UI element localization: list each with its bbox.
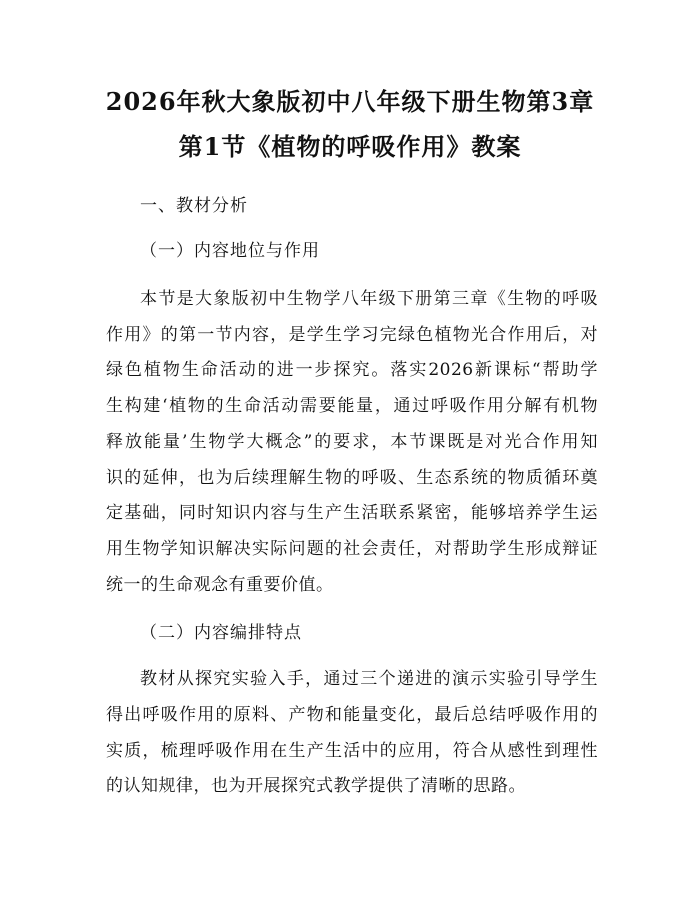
paragraph-line: 实质，梳理呼吸作用在生产生活中的应用，符合从感性到理性 bbox=[106, 741, 598, 761]
paragraph-line: 统一的生命观念有重要价值。 bbox=[106, 575, 334, 595]
paragraph-line: 释放能量’生物学大概念”的要求，本节课既是对光合作用知 bbox=[106, 432, 598, 452]
section-heading-teaching-material-analysis: 一、教材分析 bbox=[140, 196, 248, 216]
paragraph-line: 定基础，同时知识内容与生产生活联系紧密，能够培养学生运 bbox=[106, 503, 598, 523]
paragraph-line: 本节是大象版初中生物学八年级下册第三章《生物的呼吸 bbox=[140, 289, 598, 309]
paragraph-line: 生构建‘植物的生命活动需要能量，通过呼吸作用分解有机物 bbox=[106, 396, 598, 416]
paragraph-line: 作用》的第一节内容，是学生学习完绿色植物光合作用后，对 bbox=[106, 325, 598, 345]
document-title-line-2: 第1节《植物的呼吸作用》教案 bbox=[178, 132, 522, 161]
paragraph-line: 识的延伸，也为后续理解生物的呼吸、生态系统的物质循环奠 bbox=[106, 468, 598, 488]
paragraph-line: 的认知规律，也为开展探究式教学提供了清晰的思路。 bbox=[106, 776, 526, 796]
subsection-heading-content-position: （一）内容地位与作用 bbox=[140, 241, 320, 261]
paragraph-line: 用生物学知识解决实际问题的社会责任，对帮助学生形成辩证 bbox=[106, 539, 598, 559]
paragraph-line: 得出呼吸作用的原料、产物和能量变化，最后总结呼吸作用的 bbox=[106, 705, 598, 725]
paragraph-line: 绿色植物生命活动的进一步探究。落实2026新课标“帮助学 bbox=[106, 360, 598, 380]
document-title-line-1: 2026年秋大象版初中八年级下册生物第3章 bbox=[105, 87, 595, 116]
subsection-heading-content-arrangement: （二）内容编排特点 bbox=[140, 623, 302, 643]
paragraph-line: 教材从探究实验入手，通过三个递进的演示实验引导学生 bbox=[140, 669, 598, 689]
